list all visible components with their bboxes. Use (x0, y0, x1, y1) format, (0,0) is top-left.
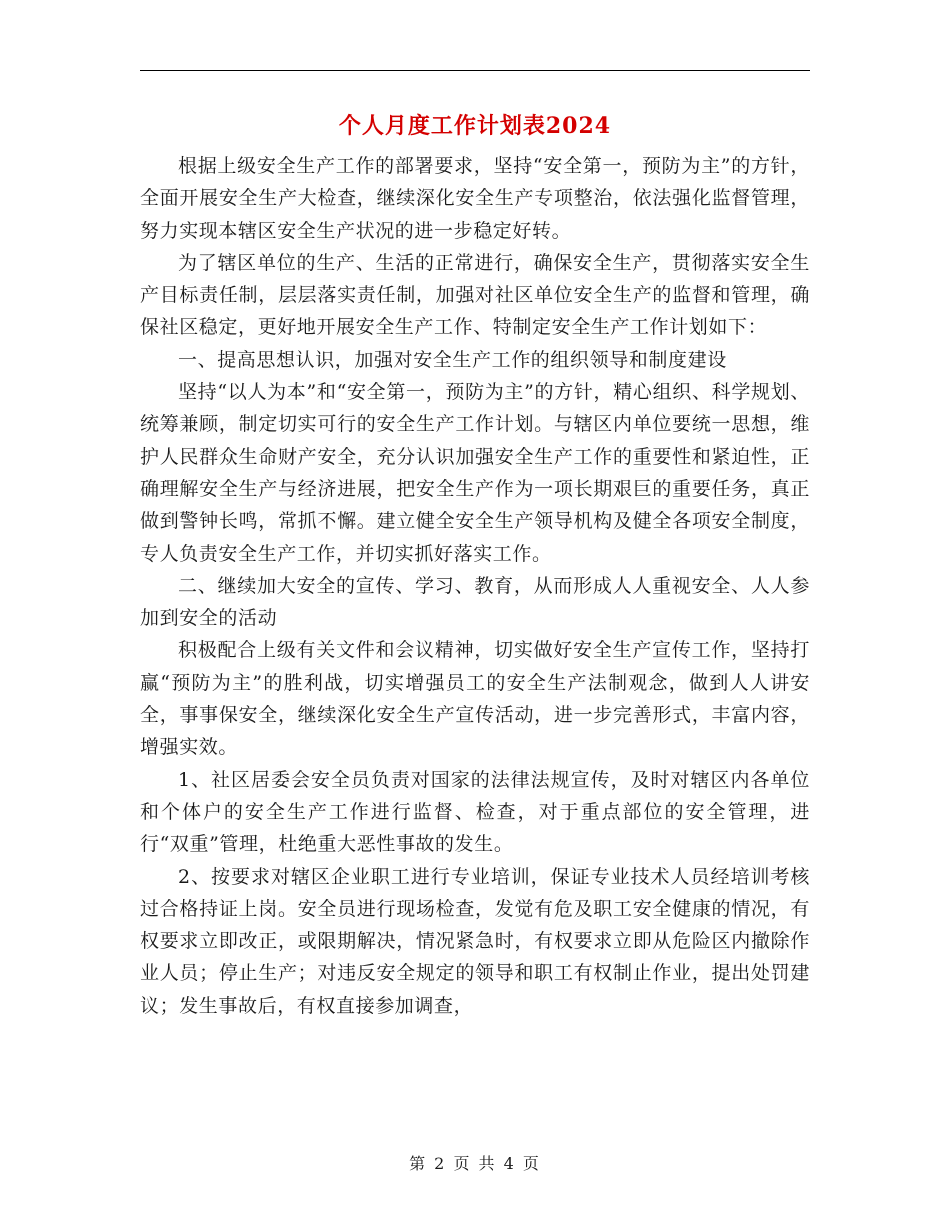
section-heading: 一、提高思想认识，加强对安全生产工作的组织领导和制度建设 (178, 348, 727, 371)
list-item: 2、按要求对辖区企业职工进行专业培训，保证专业技术人员经培训考核过合格持证上岗。安全员进行现场检查，发觉有危及职工安全健康的情况，有权要求立即改正，或限期解决，情况紧急时，有权要求立即从危险区内撤除作业人员；停止生产；对违反安全规定的领导和职工有权制止作业，提出处罚建议；发生事故后，有权直接参加调查， (140, 865, 810, 1017)
document-body (140, 150, 810, 1022)
paragraph: 为了辖区单位的生产、生活的正常进行，确保安全生产，贯彻落实安全生产目标责任制，层层落实责任制，加强对社区单位安全生产的监督和管理，确保社区稳定，更好地开展安全生产工作、特制定安全生产工作计划如下： (140, 251, 810, 339)
paragraph: 积极配合上级有关文件和会议精神，切实做好安全生产宣传工作，坚持打赢“预防为主”的胜利战，切实增强员工的安全生产法制观念，做到人人讲安全，事事保安全，继续深化安全生产宣传活动，进一步完善形式，丰富内容，增强实效。 (140, 639, 810, 759)
paragraph: 根据上级安全生产工作的部署要求，坚持“安全第一，预防为主”的方针，全面开展安全生产大检查，继续深化安全生产专项整治，依法强化监督管理，努力实现本辖区安全生产状况的进一步稳定好转。 (140, 155, 810, 242)
header-rule (140, 70, 810, 71)
document-title: 个人月度工作计划表2024 (338, 113, 612, 139)
list-item: 1、社区居委会安全员负责对国家的法律法规宣传，及时对辖区内各单位和个体户的安全生产工作进行监督、检查，对于重点部位的安全管理，进行“双重”管理，杜绝重大恶性事故的发生。 (140, 768, 810, 856)
section-heading: 二、继续加大安全的宣传、学习、教育，从而形成人人重视安全、人人参加到安全的活动 (140, 574, 810, 630)
paragraph: 坚持“以人为本”和“安全第一，预防为主”的方针，精心组织、科学规划、统筹兼顾，制定切实可行的安全生产工作计划。与辖区内单位要统一思想，维护人民群众生命财产安全，充分认识加强安全生产工作的重要性和紧迫性，正确理解安全生产与经济进展，把安全生产作为一项长期艰巨的重要任务，真正做到警钟长鸣，常抓不懈。建立健全安全生产领导机构及健全各项安全制度，专人负责安全生产工作，并切实抓好落实工作。 (140, 381, 810, 565)
page-number: 第 2 页 共 4 页 (409, 1154, 541, 1173)
